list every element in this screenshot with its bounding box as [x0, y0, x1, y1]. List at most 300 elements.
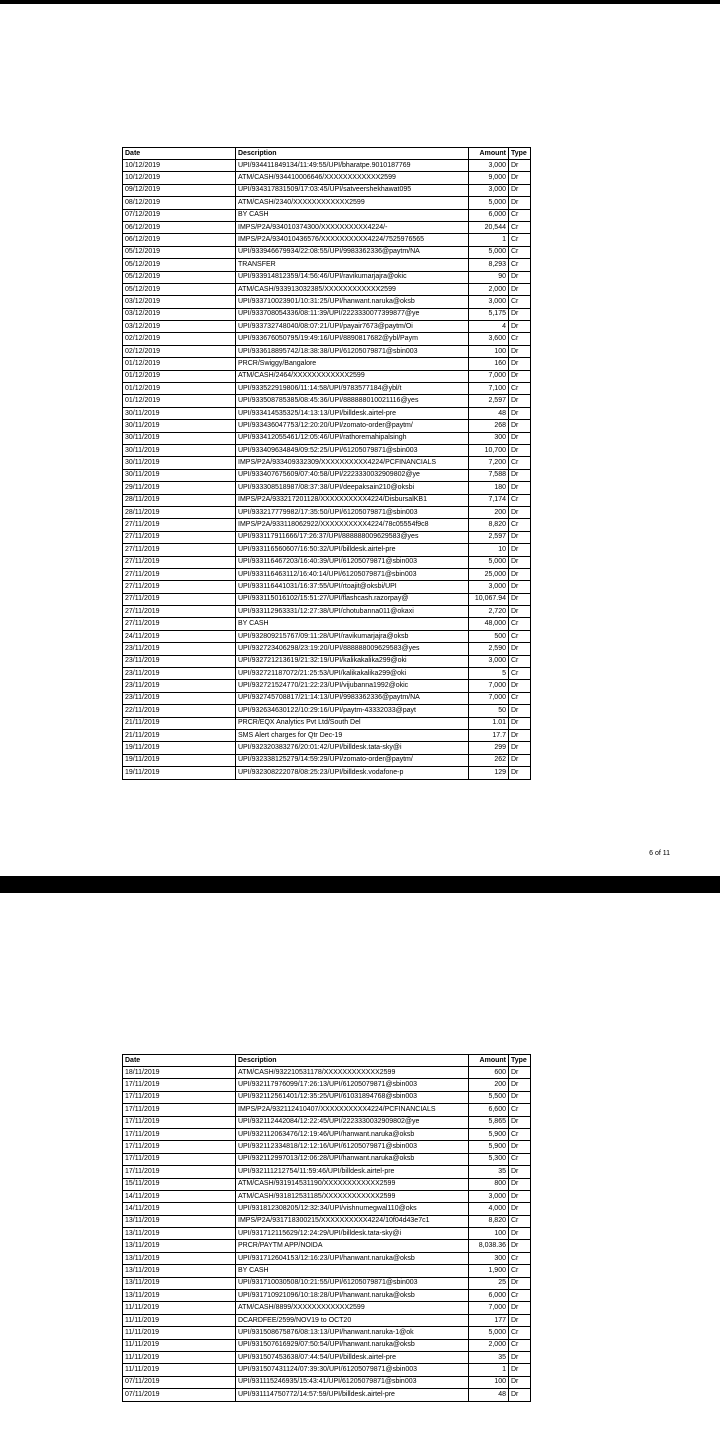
table-row [123, 1228, 531, 1240]
amount-cell: 20,544 [469, 221, 509, 233]
table-row [123, 531, 531, 543]
table-row [123, 420, 531, 432]
type-cell: Dr [509, 680, 531, 692]
amount-cell: 7,588 [469, 469, 509, 481]
amount-cell: 17.7 [469, 729, 509, 741]
table-row [123, 259, 531, 271]
description-cell: UPI/931507431124/07:39:30/UPI/61205079871@sbin003 [236, 1364, 469, 1376]
type-cell: Dr [509, 1364, 531, 1376]
amount-cell: 50 [469, 705, 509, 717]
type-cell: Dr [509, 358, 531, 370]
table-row [123, 221, 531, 233]
description-cell: IMPS/P2A/931718300215/XXXXXXXXXX4224/10f04d43e7c1 [236, 1215, 469, 1227]
amount-cell: 35 [469, 1351, 509, 1363]
date-cell: 11/11/2019 [123, 1302, 236, 1314]
description-cell: UPI/933436047753/12:20:20/UPI/zomato-order@paytm/ [236, 420, 469, 432]
date-cell: 21/11/2019 [123, 729, 236, 741]
description-cell: ATM/CASH/933913032385/XXXXXXXXXXXX2599 [236, 283, 469, 295]
table-row [123, 345, 531, 357]
table-body [123, 160, 531, 780]
date-cell: 19/11/2019 [123, 742, 236, 754]
type-cell: Dr [509, 1302, 531, 1314]
type-cell: Dr [509, 1351, 531, 1363]
date-cell: 08/12/2019 [123, 197, 236, 209]
description-cell: ATM/CASH/2340/XXXXXXXXXXXX2599 [236, 197, 469, 209]
description-cell: UPI/933414535325/14:13:13/UPI/billdesk.airtel-pre [236, 407, 469, 419]
table-row [123, 1327, 531, 1339]
date-cell: 07/11/2019 [123, 1389, 236, 1401]
date-cell: 30/11/2019 [123, 420, 236, 432]
description-cell: PRCR/EQX Analytics Pvt Ltd/South Del [236, 717, 469, 729]
type-cell: Dr [509, 1203, 531, 1215]
type-cell: Cr [509, 246, 531, 258]
amount-cell: 4 [469, 321, 509, 333]
type-cell: Dr [509, 283, 531, 295]
date-cell: 13/11/2019 [123, 1265, 236, 1277]
description-cell: UPI/933508785385/08:45:36/UPI/888888010021116@yes [236, 395, 469, 407]
table-row [123, 209, 531, 221]
amount-cell: 7,000 [469, 1302, 509, 1314]
table-row [123, 1339, 531, 1351]
date-cell: 27/11/2019 [123, 519, 236, 531]
description-cell: UPI/932721187072/21:25:53/UPI/kalikakalika299@oki [236, 668, 469, 680]
type-cell: Dr [509, 184, 531, 196]
type-cell: Dr [509, 482, 531, 494]
table-row [123, 556, 531, 568]
description-cell: UPI/933217779982/17:35:50/UPI/61205079871@sbin003 [236, 506, 469, 518]
type-cell: Dr [509, 742, 531, 754]
description-cell: ATM/CASH/931812531185/XXXXXXXXXXXX2599 [236, 1190, 469, 1202]
type-cell: Dr [509, 1190, 531, 1202]
table-row [123, 1104, 531, 1116]
description-cell: UPI/933412055461/12:05:46/UPI/rathoremahipalsingh [236, 432, 469, 444]
type-cell: Cr [509, 296, 531, 308]
amount-cell: 300 [469, 1252, 509, 1264]
type-cell: Dr [509, 1178, 531, 1190]
description-cell: ATM/CASH/934410006646/XXXXXXXXXXXX2599 [236, 172, 469, 184]
date-cell: 21/11/2019 [123, 717, 236, 729]
amount-cell: 1 [469, 1364, 509, 1376]
type-cell: Cr [509, 1128, 531, 1140]
amount-cell: 129 [469, 767, 509, 779]
amount-cell: 3,600 [469, 333, 509, 345]
date-cell: 27/11/2019 [123, 581, 236, 593]
amount-cell: 7,100 [469, 383, 509, 395]
amount-cell: 48 [469, 1389, 509, 1401]
type-cell: Cr [509, 209, 531, 221]
amount-cell: 5,000 [469, 246, 509, 258]
description-cell: TRANSFER [236, 259, 469, 271]
type-cell: Cr [509, 259, 531, 271]
amount-cell: 5 [469, 668, 509, 680]
description-cell: IMPS/P2A/934010436576/XXXXXXXXXX4224/7525976565 [236, 234, 469, 246]
type-cell: Dr [509, 271, 531, 283]
description-cell: UPI/932117976099/17:26:13/UPI/61205079871@sbin003 [236, 1079, 469, 1091]
type-cell: Dr [509, 172, 531, 184]
type-cell: Cr [509, 692, 531, 704]
date-cell: 30/11/2019 [123, 469, 236, 481]
type-cell: Dr [509, 606, 531, 618]
description-cell: UPI/933732748040/08:07:21/UPI/payair7673@paytm/Oi [236, 321, 469, 333]
date-cell: 27/11/2019 [123, 568, 236, 580]
date-cell: 02/12/2019 [123, 333, 236, 345]
date-cell: 23/11/2019 [123, 643, 236, 655]
table-row [123, 581, 531, 593]
table-row [123, 457, 531, 469]
date-cell: 06/12/2019 [123, 234, 236, 246]
type-cell: Dr [509, 432, 531, 444]
date-cell: 22/11/2019 [123, 705, 236, 717]
date-cell: 05/12/2019 [123, 271, 236, 283]
date-cell: 01/12/2019 [123, 395, 236, 407]
table-row [123, 1277, 531, 1289]
description-cell: UPI/932308222078/08:25:23/UPI/billdesk.vodafone-p [236, 767, 469, 779]
amount-cell: 1,900 [469, 1265, 509, 1277]
description-cell: UPI/932111212754/11:59:46/UPI/billdesk.airtel-pre [236, 1166, 469, 1178]
type-cell: Dr [509, 705, 531, 717]
table-row [123, 407, 531, 419]
table-row [123, 519, 531, 531]
type-cell: Dr [509, 729, 531, 741]
amount-cell: 7,000 [469, 680, 509, 692]
description-cell: UPI/931712604153/12:16:23/UPI/hanwant.naruka@oksb [236, 1252, 469, 1264]
date-cell: 17/11/2019 [123, 1166, 236, 1178]
header-type: Type [509, 1055, 531, 1067]
date-cell: 13/11/2019 [123, 1215, 236, 1227]
amount-cell: 200 [469, 1079, 509, 1091]
date-cell: 17/11/2019 [123, 1079, 236, 1091]
table-row [123, 283, 531, 295]
type-cell: Dr [509, 1389, 531, 1401]
amount-cell: 5,900 [469, 1128, 509, 1140]
amount-cell: 268 [469, 420, 509, 432]
table-row [123, 729, 531, 741]
table-row [123, 469, 531, 481]
table-row [123, 1079, 531, 1091]
date-cell: 17/11/2019 [123, 1091, 236, 1103]
table-row [123, 482, 531, 494]
date-cell: 05/12/2019 [123, 283, 236, 295]
type-cell: Dr [509, 581, 531, 593]
date-cell: 14/11/2019 [123, 1190, 236, 1202]
amount-cell: 100 [469, 345, 509, 357]
type-cell: Cr [509, 1153, 531, 1165]
transactions-table [122, 1054, 531, 1402]
type-cell: Dr [509, 1166, 531, 1178]
amount-cell: 262 [469, 754, 509, 766]
type-cell: Dr [509, 407, 531, 419]
date-cell: 03/12/2019 [123, 308, 236, 320]
date-cell: 13/11/2019 [123, 1240, 236, 1252]
type-cell: Dr [509, 754, 531, 766]
table-row [123, 643, 531, 655]
amount-cell: 48,000 [469, 618, 509, 630]
date-cell: 23/11/2019 [123, 692, 236, 704]
date-cell: 07/12/2019 [123, 209, 236, 221]
type-cell: Dr [509, 568, 531, 580]
amount-cell: 3,000 [469, 655, 509, 667]
description-cell: UPI/932745708817/21:14:13/UPI/9983362336@paytm/NA [236, 692, 469, 704]
description-cell: BY CASH [236, 618, 469, 630]
table-row [123, 358, 531, 370]
date-cell: 27/11/2019 [123, 593, 236, 605]
amount-cell: 10,067.94 [469, 593, 509, 605]
date-cell: 11/11/2019 [123, 1339, 236, 1351]
amount-cell: 8,820 [469, 519, 509, 531]
description-cell: UPI/933946679934/22:08:55/UPI/9983362336@paytm/NA [236, 246, 469, 258]
table-row [123, 494, 531, 506]
date-cell: 17/11/2019 [123, 1128, 236, 1140]
table-row [123, 1389, 531, 1401]
table-row [123, 333, 531, 345]
table-row [123, 444, 531, 456]
description-cell: UPI/933710023901/10:31:25/UPI/hanwant.naruka@oksb [236, 296, 469, 308]
description-cell: UPI/933116463112/16:40:14/UPI/61205079871@sbin003 [236, 568, 469, 580]
table-row [123, 1376, 531, 1388]
description-cell: UPI/932721213619/21:32:19/UPI/kalikakalika299@oki [236, 655, 469, 667]
description-cell: UPI/931712115629/12:24:29/UPI/billdesk.tata-sky@i [236, 1228, 469, 1240]
table-row [123, 1067, 531, 1079]
type-cell: Cr [509, 457, 531, 469]
description-cell: UPI/933914812359/14:56:46/UPI/ravikumarjajra@okic [236, 271, 469, 283]
type-cell: Dr [509, 1067, 531, 1079]
date-cell: 01/12/2019 [123, 370, 236, 382]
date-cell: 27/11/2019 [123, 606, 236, 618]
table-row [123, 767, 531, 779]
table-row [123, 717, 531, 729]
table-row [123, 308, 531, 320]
date-cell: 28/11/2019 [123, 506, 236, 518]
table-row [123, 630, 531, 642]
description-cell: UPI/933676050795/19:49:16/UPI/8890817682@ybl/Paym [236, 333, 469, 345]
description-cell: PRCR/Swiggy/Bangalore [236, 358, 469, 370]
type-cell: Dr [509, 717, 531, 729]
table-row [123, 321, 531, 333]
table-row [123, 1364, 531, 1376]
description-cell: ATM/CASH/932210531178/XXXXXXXXXXXX2599 [236, 1067, 469, 1079]
amount-cell: 500 [469, 630, 509, 642]
amount-cell: 1.01 [469, 717, 509, 729]
description-cell: UPI/931115246935/15:43:41/UPI/61205079871@sbin003 [236, 1376, 469, 1388]
description-cell: UPI/932112997013/12:06:28/UPI/hanwant.naruka@oksb [236, 1153, 469, 1165]
type-cell: Dr [509, 1091, 531, 1103]
amount-cell: 7,200 [469, 457, 509, 469]
table-row [123, 1128, 531, 1140]
type-cell: Dr [509, 444, 531, 456]
table-row [123, 271, 531, 283]
amount-cell: 10 [469, 544, 509, 556]
type-cell: Cr [509, 234, 531, 246]
table-row [123, 1351, 531, 1363]
table-row [123, 618, 531, 630]
amount-cell: 7,000 [469, 370, 509, 382]
type-cell: Cr [509, 519, 531, 531]
amount-cell: 5,900 [469, 1141, 509, 1153]
table-row [123, 246, 531, 258]
amount-cell: 35 [469, 1166, 509, 1178]
description-cell: UPI/934411849134/11:49:55/UPI/bharatpe.9010187769 [236, 160, 469, 172]
amount-cell: 3,000 [469, 1190, 509, 1202]
type-cell: Cr [509, 1339, 531, 1351]
description-cell: UPI/932112334818/12:12:16/UPI/61205079871@sbin003 [236, 1141, 469, 1153]
type-cell: Dr [509, 767, 531, 779]
description-cell: UPI/933116441031/16:37:55/UPI/rtoajit@oksbi/UPI [236, 581, 469, 593]
date-cell: 27/11/2019 [123, 618, 236, 630]
amount-cell: 299 [469, 742, 509, 754]
date-cell: 01/12/2019 [123, 358, 236, 370]
description-cell: UPI/933117911666/17:26:37/UPI/888888009629583@yes [236, 531, 469, 543]
amount-cell: 10,700 [469, 444, 509, 456]
date-cell: 17/11/2019 [123, 1104, 236, 1116]
date-cell: 11/11/2019 [123, 1314, 236, 1326]
type-cell: Dr [509, 321, 531, 333]
table-row [123, 1215, 531, 1227]
amount-cell: 600 [469, 1067, 509, 1079]
description-cell: UPI/933618895742/18:38:38/UPI/61205079871@sbin003 [236, 345, 469, 357]
statement-page [0, 893, 720, 1440]
amount-cell: 2,000 [469, 1339, 509, 1351]
table-header-row [123, 148, 531, 160]
type-cell: Dr [509, 1079, 531, 1091]
date-cell: 02/12/2019 [123, 345, 236, 357]
table-row [123, 1265, 531, 1277]
date-cell: 13/11/2019 [123, 1228, 236, 1240]
amount-cell: 8,293 [469, 259, 509, 271]
amount-cell: 5,000 [469, 197, 509, 209]
type-cell: Cr [509, 1327, 531, 1339]
amount-cell: 2,000 [469, 283, 509, 295]
amount-cell: 25 [469, 1277, 509, 1289]
type-cell: Dr [509, 160, 531, 172]
table-header-row [123, 1055, 531, 1067]
description-cell: UPI/934317831509/17:03:45/UPI/satveershekhawat095 [236, 184, 469, 196]
amount-cell: 6,600 [469, 1104, 509, 1116]
table-row [123, 160, 531, 172]
description-cell: UPI/932112063476/12:19:46/UPI/hanwant.naruka@oksb [236, 1128, 469, 1140]
description-cell: UPI/932320383276/20:01:42/UPI/billdesk.tata-sky@i [236, 742, 469, 754]
table-row [123, 1116, 531, 1128]
date-cell: 05/12/2019 [123, 259, 236, 271]
table-row [123, 1178, 531, 1190]
description-cell: ATM/CASH/931914531190/XXXXXXXXXXXX2599 [236, 1178, 469, 1190]
type-cell: Dr [509, 1314, 531, 1326]
amount-cell: 5,000 [469, 556, 509, 568]
amount-cell: 4,000 [469, 1203, 509, 1215]
description-cell: UPI/932809215767/09:11:28/UPI/ravikumarjajra@oksb [236, 630, 469, 642]
date-cell: 30/11/2019 [123, 457, 236, 469]
header-amount: Amount [469, 148, 509, 160]
type-cell: Cr [509, 1215, 531, 1227]
table-row [123, 1252, 531, 1264]
date-cell: 06/12/2019 [123, 221, 236, 233]
table-row [123, 1141, 531, 1153]
date-cell: 13/11/2019 [123, 1290, 236, 1302]
type-cell: Dr [509, 469, 531, 481]
amount-cell: 2,590 [469, 643, 509, 655]
description-cell: ATM/CASH/2464/XXXXXXXXXXXX2599 [236, 370, 469, 382]
table-row [123, 383, 531, 395]
type-cell: Cr [509, 221, 531, 233]
type-cell: Cr [509, 618, 531, 630]
amount-cell: 2,720 [469, 606, 509, 618]
amount-cell: 7,174 [469, 494, 509, 506]
date-cell: 29/11/2019 [123, 482, 236, 494]
type-cell: Dr [509, 1141, 531, 1153]
type-cell: Dr [509, 643, 531, 655]
description-cell: IMPS/P2A/934010374300/XXXXXXXXXX4224/- [236, 221, 469, 233]
table-row [123, 1166, 531, 1178]
date-cell: 11/11/2019 [123, 1364, 236, 1376]
header-amount: Amount [469, 1055, 509, 1067]
amount-cell: 5,300 [469, 1153, 509, 1165]
description-cell: UPI/933407675609/07:40:58/UPI/2223330032909802@ye [236, 469, 469, 481]
table-row [123, 197, 531, 209]
type-cell: Dr [509, 1240, 531, 1252]
table-row [123, 1153, 531, 1165]
table-row [123, 1240, 531, 1252]
description-cell: UPI/931812308205/12:32:34/UPI/vishnumegwal110@oks [236, 1203, 469, 1215]
type-cell: Dr [509, 544, 531, 556]
date-cell: 19/11/2019 [123, 754, 236, 766]
description-cell: UPI/931507616929/07:50:54/UPI/hanwant.naruka@oksb [236, 1339, 469, 1351]
type-cell: Dr [509, 593, 531, 605]
table-row [123, 184, 531, 196]
amount-cell: 2,597 [469, 531, 509, 543]
amount-cell: 160 [469, 358, 509, 370]
amount-cell: 8,820 [469, 1215, 509, 1227]
table-row [123, 668, 531, 680]
amount-cell: 3,000 [469, 160, 509, 172]
table-row [123, 172, 531, 184]
date-cell: 17/11/2019 [123, 1116, 236, 1128]
amount-cell: 800 [469, 1178, 509, 1190]
amount-cell: 8,038.36 [469, 1240, 509, 1252]
table-row [123, 432, 531, 444]
amount-cell: 3,000 [469, 581, 509, 593]
description-cell: UPI/931710030508/10:21:55/UPI/61205079871@sbin003 [236, 1277, 469, 1289]
description-cell: UPI/932112561401/12:35:25/UPI/61031894768@sbin003 [236, 1091, 469, 1103]
amount-cell: 177 [469, 1314, 509, 1326]
table-row [123, 234, 531, 246]
amount-cell: 300 [469, 432, 509, 444]
type-cell: Dr [509, 370, 531, 382]
type-cell: Cr [509, 494, 531, 506]
header-type: Type [509, 148, 531, 160]
date-cell: 18/11/2019 [123, 1067, 236, 1079]
type-cell: Dr [509, 345, 531, 357]
type-cell: Dr [509, 506, 531, 518]
type-cell: Cr [509, 383, 531, 395]
amount-cell: 5,175 [469, 308, 509, 320]
statement-page [0, 4, 720, 876]
amount-cell: 100 [469, 1376, 509, 1388]
description-cell: UPI/932634630122/10:29:16/UPI/paytm-43332033@payt [236, 705, 469, 717]
date-cell: 03/12/2019 [123, 321, 236, 333]
table-row [123, 705, 531, 717]
header-date: Date [123, 148, 236, 160]
amount-cell: 5,865 [469, 1116, 509, 1128]
type-cell: Dr [509, 420, 531, 432]
date-cell: 23/11/2019 [123, 668, 236, 680]
table-row [123, 370, 531, 382]
table-row [123, 1302, 531, 1314]
date-cell: 30/11/2019 [123, 407, 236, 419]
header-description: Description [236, 148, 469, 160]
type-cell: Cr [509, 655, 531, 667]
description-cell: ATM/CASH/8899/XXXXXXXXXXXX2599 [236, 1302, 469, 1314]
type-cell: Cr [509, 630, 531, 642]
table-row [123, 1091, 531, 1103]
